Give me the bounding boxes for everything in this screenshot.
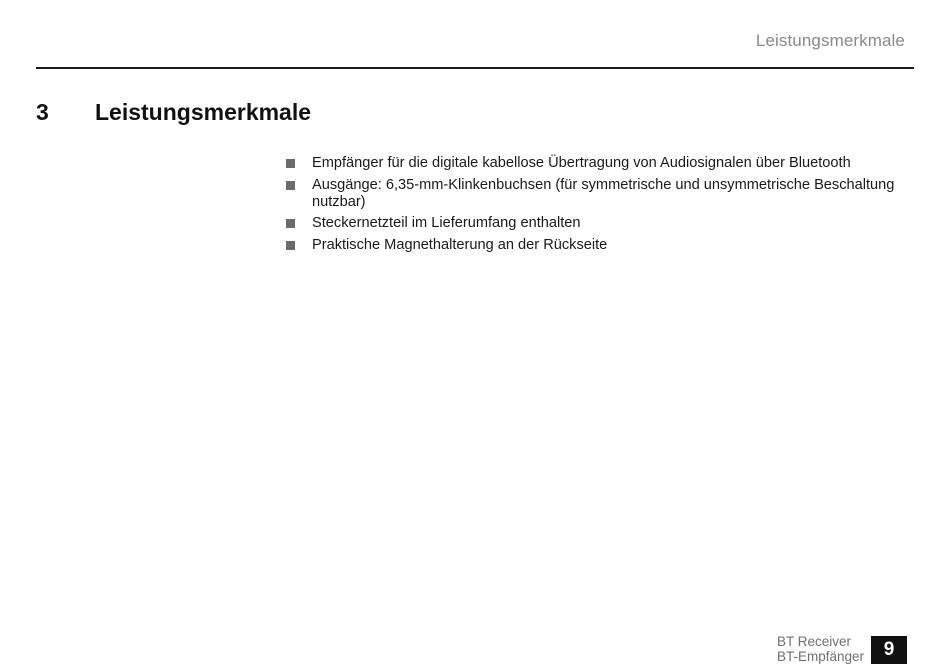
running-header-title: Leistungsmerkmale <box>755 31 905 50</box>
square-bullet-icon <box>286 219 295 228</box>
footer-product-name <box>777 634 864 664</box>
square-bullet-icon <box>286 159 295 168</box>
footer-product-line-1: BT Receiver <box>776 634 851 649</box>
page-number: 9 <box>871 636 907 664</box>
chapter-title: Leistungsmerkmale <box>95 99 312 125</box>
feature-item <box>286 177 916 211</box>
feature-text: Empfänger für die digitale kabellose Übertragung von Audiosignalen über Bluetooth <box>312 155 851 171</box>
feature-list <box>286 155 916 258</box>
square-bullet-icon <box>286 241 295 250</box>
feature-item <box>286 215 916 232</box>
footer-product-line-2: BT-Empfänger <box>776 649 864 664</box>
header-divider <box>36 67 914 69</box>
feature-text: Ausgänge: 6,35-mm-Klinkenbuchsen (für symmetrische und unsymmetrische Beschaltung nutzbar) <box>312 176 895 210</box>
feature-text: Steckernetzteil im Lieferumfang enthalten <box>312 215 581 231</box>
chapter-number: 3 <box>36 99 49 125</box>
feature-item <box>286 237 916 254</box>
feature-text: Praktische Magnethalterung an der Rückseite <box>312 236 608 253</box>
feature-item <box>286 155 916 172</box>
square-bullet-icon <box>286 181 295 190</box>
